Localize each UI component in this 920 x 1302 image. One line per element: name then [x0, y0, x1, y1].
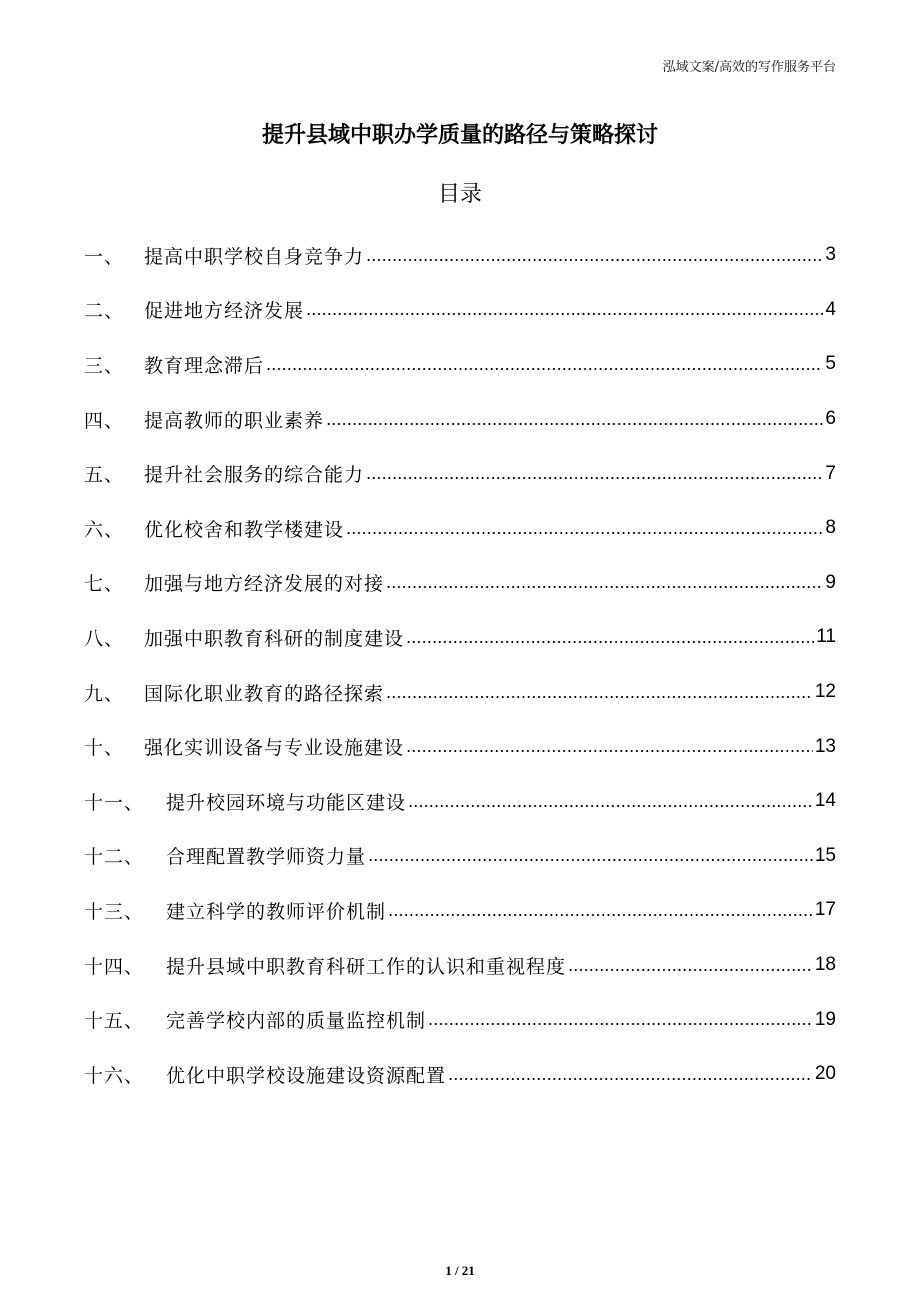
- toc-item-page: 6: [825, 408, 836, 430]
- toc-dot-leader: [306, 313, 823, 315]
- page-indicator: 1 / 21: [445, 1263, 475, 1278]
- toc-dot-leader: [448, 1078, 813, 1080]
- toc-dot-leader: [326, 423, 823, 425]
- toc-item-number: 五、: [84, 464, 125, 487]
- toc-item-page: 11: [816, 626, 836, 648]
- toc-item[interactable]: [84, 665, 836, 720]
- toc-item-title: 优化中职学校设施建设资源配置: [166, 1064, 447, 1087]
- toc-heading: 目录: [437, 182, 482, 207]
- toc-item-number: 六、: [84, 518, 125, 541]
- toc-dot-leader: [428, 1023, 813, 1025]
- toc-item-number: 七、: [84, 573, 125, 596]
- toc-item[interactable]: [84, 938, 836, 993]
- toc-item-page: 13: [814, 735, 836, 757]
- toc-item-page: 5: [825, 353, 836, 375]
- toc-item-title: 提高教师的职业素养: [144, 409, 325, 432]
- toc-item-page: 15: [814, 844, 836, 866]
- toc-dot-leader: [346, 532, 823, 534]
- toc-item-page: 20: [814, 1063, 836, 1085]
- toc-dot-leader: [568, 969, 813, 971]
- toc-item[interactable]: [84, 501, 836, 556]
- toc-item-title: 提高中职学校自身竞争力: [144, 245, 365, 268]
- toc-item-title: 强化实训设备与专业设施建设: [144, 737, 405, 760]
- toc-item-page: 14: [814, 790, 836, 812]
- toc-item-title: 提升县域中职教育科研工作的认识和重视程度: [166, 955, 567, 978]
- toc-item-title: 建立科学的教师评价机制: [166, 900, 387, 923]
- toc-item-title: 优化校舍和教学楼建设: [144, 518, 345, 541]
- toc-item-number: 十、: [84, 737, 125, 760]
- toc-item-page: 9: [825, 571, 836, 593]
- toc-item[interactable]: [84, 228, 836, 283]
- toc-item-title: 加强与地方经济发展的对接: [144, 573, 385, 596]
- toc-dot-leader: [406, 750, 813, 752]
- toc-item-title: 国际化职业教育的路径探索: [144, 682, 385, 705]
- toc-dot-leader: [386, 586, 823, 588]
- toc-item-number: 九、: [84, 682, 125, 705]
- toc-item[interactable]: [84, 1047, 836, 1102]
- toc-item[interactable]: [84, 556, 836, 611]
- toc-item-number: 十一、: [84, 791, 145, 814]
- toc-dot-leader: [266, 368, 823, 370]
- toc-dot-leader: [408, 805, 813, 807]
- toc-item[interactable]: [84, 337, 836, 392]
- toc-item-title: 加强中职教育科研的制度建设: [144, 627, 405, 650]
- toc-item-page: 7: [825, 462, 836, 484]
- toc-dot-leader: [368, 859, 813, 861]
- toc-item[interactable]: [84, 774, 836, 829]
- toc-item[interactable]: [84, 610, 836, 665]
- toc-dot-leader: [366, 477, 823, 479]
- toc-item-number: 二、: [84, 300, 125, 323]
- toc-item-page: 18: [814, 954, 836, 976]
- header-note: 泓域文案/高效的写作服务平台: [662, 60, 836, 75]
- toc-item-number: 十四、: [84, 955, 145, 978]
- toc-item-page: 12: [814, 681, 836, 703]
- toc-item-page: 8: [825, 517, 836, 539]
- toc-item-page: 4: [825, 298, 836, 320]
- toc-dot-leader: [366, 259, 823, 261]
- document-title: 提升县域中职办学质量的路径与策略探讨: [261, 123, 658, 148]
- toc-item-page: 19: [814, 1008, 836, 1030]
- toc-item-number: 一、: [84, 245, 125, 268]
- toc-item-number: 八、: [84, 627, 125, 650]
- toc-item-title: 完善学校内部的质量监控机制: [166, 1010, 427, 1033]
- toc-dot-leader: [386, 696, 813, 698]
- toc-item-title: 提升校园环境与功能区建设: [166, 791, 407, 814]
- toc-dot-leader: [388, 914, 813, 916]
- table-of-contents: [84, 228, 836, 1102]
- toc-item-title: 合理配置教学师资力量: [166, 846, 367, 869]
- toc-item-number: 四、: [84, 409, 125, 432]
- toc-item-number: 三、: [84, 354, 125, 377]
- toc-item[interactable]: [84, 719, 836, 774]
- toc-item[interactable]: [84, 992, 836, 1047]
- toc-item-number: 十三、: [84, 900, 145, 923]
- toc-item-title: 教育理念滞后: [144, 354, 265, 377]
- toc-item[interactable]: [84, 883, 836, 938]
- toc-item-page: 3: [825, 244, 836, 266]
- toc-item[interactable]: [84, 283, 836, 338]
- toc-item[interactable]: [84, 829, 836, 884]
- toc-item-number: 十二、: [84, 846, 145, 869]
- toc-item[interactable]: [84, 446, 836, 501]
- toc-dot-leader: [406, 641, 814, 643]
- toc-item[interactable]: [84, 392, 836, 447]
- toc-item-page: 17: [814, 899, 836, 921]
- toc-item-title: 促进地方经济发展: [144, 300, 305, 323]
- toc-item-number: 十五、: [84, 1010, 145, 1033]
- toc-item-title: 提升社会服务的综合能力: [144, 464, 365, 487]
- toc-item-number: 十六、: [84, 1064, 145, 1087]
